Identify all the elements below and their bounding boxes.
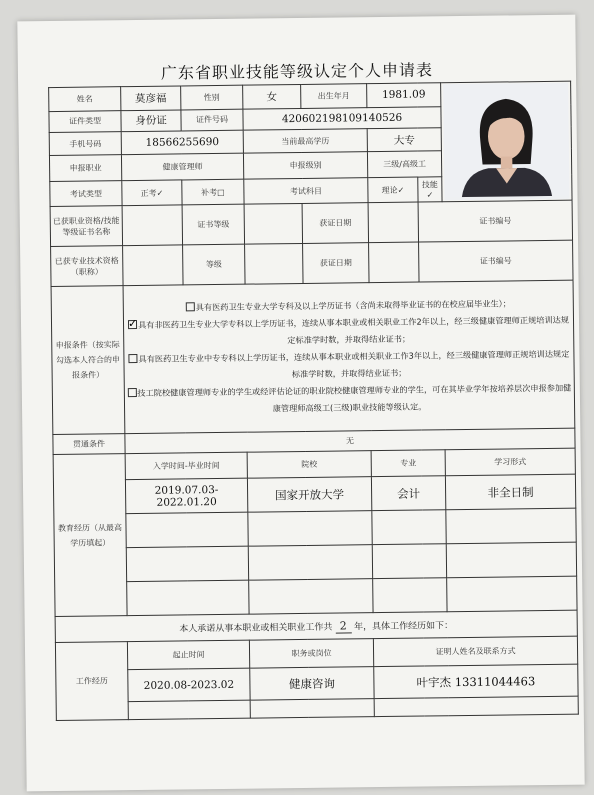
work-row-1-period: 2020.08-2023.02 [128, 669, 250, 702]
edu-row-3-period [126, 547, 248, 582]
portrait-image [443, 83, 569, 198]
exam-skill: 技能✓ [418, 176, 442, 202]
edu-header-period: 入学时间-毕业时间 [125, 453, 247, 480]
work-row-1-position: 健康咨询 [250, 667, 374, 701]
work-header-period: 起止时间 [127, 641, 249, 670]
id-type-value: 身份证 [121, 110, 181, 132]
edu-row-1-major: 会计 [371, 476, 445, 511]
obtain-date-label-2: 获证日期 [303, 243, 369, 284]
cert-no-cell-2 [419, 241, 573, 283]
application-form-paper [17, 15, 584, 792]
condition-4-text: 技工院校健康管理师专业的学生或经评估论证的职业院校健康管理师专业的学生，可在其毕业学年按培养层次申报参加健康管理师高级工(三级)职业技能等级认定。 [137, 383, 572, 414]
phone-value: 18566255690 [121, 130, 243, 154]
name-value: 莫彦福 [121, 86, 181, 110]
work-row-1-reference: 叶宇杰 13311044463 [374, 665, 578, 699]
condition-3-text: 具有医药卫生专业中专专科以上学历证书，连续从事本职业或相关职业工作3年以上，经三级健康管理师正规培训达规定标准学时数，并取得结业证书； [138, 349, 570, 380]
id-type-label: 证件类型 [49, 110, 121, 133]
gender-value: 女 [243, 84, 301, 108]
name-label: 姓名 [49, 87, 121, 112]
photo-cell [441, 81, 572, 202]
exam-subject-label: 考试科目 [244, 177, 368, 204]
level-value: 三级/高级工 [367, 151, 441, 178]
condition-3-checkbox-icon [128, 354, 137, 363]
work-row-2-reference [374, 697, 578, 717]
edu-row-3-major [372, 544, 446, 579]
edu-history-label: 教育经历（从最高学历填起） [53, 454, 127, 617]
id-no-value: 420602198109140526 [243, 106, 441, 130]
held-cert-value [122, 205, 182, 246]
edu-header-school: 院校 [247, 451, 371, 479]
edu-row-2-period [126, 513, 248, 548]
condition-1-checkbox-icon [186, 303, 195, 312]
exam-type-label: 考试类型 [50, 180, 122, 207]
work-header-reference: 证明人姓名及联系方式 [373, 637, 577, 667]
prof-qual-label: 已获专业技术资格（职称） [51, 246, 123, 287]
education-value: 大专 [367, 128, 441, 152]
edu-row-1-form: 非全日制 [445, 475, 575, 511]
edu-row-4-major [373, 578, 447, 613]
work-header-position: 职务或岗位 [249, 639, 373, 669]
edu-row-2-form [446, 509, 576, 545]
edu-row-2-major [372, 510, 446, 545]
cert-no-label-2: 证书编号 [479, 256, 512, 267]
condition-2-checkbox-icon [128, 320, 137, 329]
condition-1-text: 具有医药卫生专业大学专科及以上学历证书（含尚未取得毕业证书的在校应届毕业生）； [195, 298, 511, 313]
obtain-date-value [368, 203, 418, 244]
edu-row-1-school: 国家开放大学 [247, 477, 371, 513]
through-cond-label: 贯通条件 [53, 434, 125, 455]
work-history-label: 工作经历 [55, 642, 128, 721]
exam-theory: 理论✓ [368, 177, 418, 203]
birth-value: 1981.09 [367, 83, 441, 108]
condition-2-text: 具有非医药卫生专业大学专科以上学历证书，连续从事本职业或相关职业工作2年以上，经三级健康管理师正规培训达规定标准学时数，并取得结业证书； [137, 315, 570, 346]
exam-regular: 正考✓ [122, 180, 182, 207]
held-cert-label: 已获职业资格/技能等级证书名称 [50, 206, 122, 247]
makeup-checkbox-icon: □ [217, 187, 225, 197]
edu-row-4-period [127, 581, 249, 616]
pledge-after: 年，具体工作经历如下： [354, 621, 454, 633]
grade-label: 等级 [183, 245, 245, 286]
cert-no-label: 证书编号 [479, 216, 512, 227]
condition-3 [126, 346, 571, 385]
form-title: 广东省职业技能等级认定个人申请表 [160, 60, 434, 83]
level-label: 申报级别 [243, 152, 367, 179]
edu-row-4-form [447, 577, 577, 613]
condition-2 [126, 312, 571, 351]
apply-conditions [123, 281, 575, 434]
edu-row-3-form [446, 543, 576, 579]
exam-makeup-text: 补考 [201, 187, 218, 197]
work-row-2-period [128, 701, 250, 720]
id-no-label: 证件号码 [181, 109, 243, 131]
grade-value [245, 244, 303, 285]
obtain-date-label: 获证日期 [302, 203, 368, 244]
pledge-before: 本人承诺从事本职业或相关职业工作共 [179, 622, 333, 635]
edu-row-3-school [248, 545, 372, 581]
edu-row-4-school [249, 579, 373, 615]
prof-qual-value [123, 245, 183, 286]
cert-level-value [244, 204, 302, 245]
work-row-2-position [250, 699, 374, 719]
through-cond-value: 无 [125, 429, 575, 454]
application-form-table [48, 81, 579, 722]
birth-label: 出生年月 [301, 84, 367, 108]
education-label: 当前最高学历 [243, 129, 367, 153]
occupation-value: 健康管理师 [121, 153, 243, 180]
apply-cond-label: 申报条件（按实际勾选本人符合的申报条件） [51, 286, 125, 435]
occupation-label: 申报职业 [49, 155, 121, 182]
gender-label: 性别 [181, 85, 243, 109]
condition-4 [127, 380, 572, 419]
edu-row-1-period: 2019.07.03-2022.01.20 [125, 479, 247, 514]
cert-no-cell [418, 201, 572, 243]
edu-row-2-school [248, 511, 372, 547]
pledge-years: 2 [335, 619, 351, 633]
edu-header-major: 专业 [371, 450, 445, 477]
cert-level-label: 证书等级 [182, 205, 244, 246]
condition-4-checkbox-icon [127, 388, 136, 397]
edu-header-form: 学习形式 [445, 449, 575, 477]
phone-label: 手机号码 [49, 132, 121, 156]
exam-makeup [182, 179, 244, 206]
obtain-date-value-2 [369, 243, 419, 284]
applicant-photo [443, 83, 569, 201]
